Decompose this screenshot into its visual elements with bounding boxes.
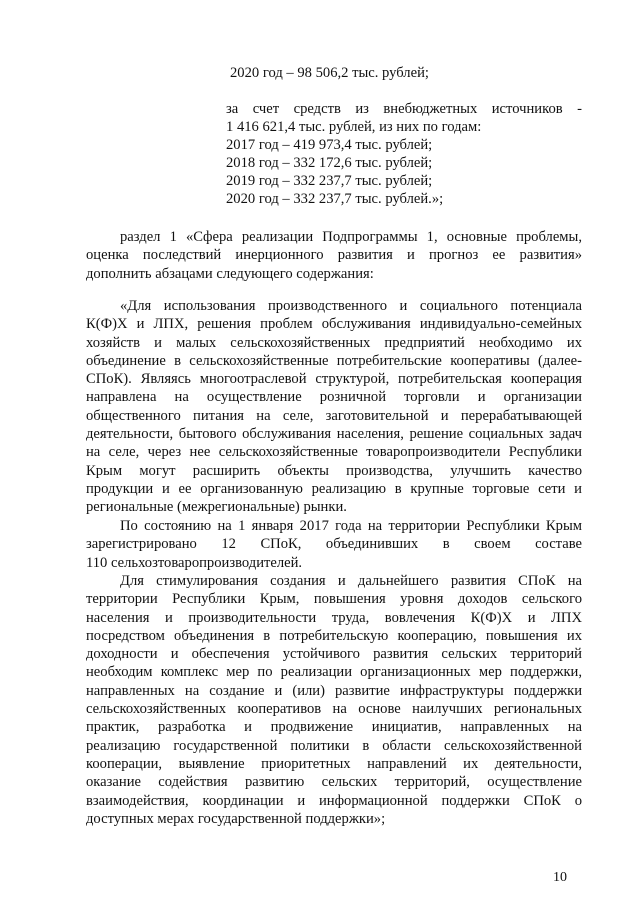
financing-year-line: 2019 год – 332 237,7 тыс. рублей; <box>226 173 433 189</box>
text-line: необходим комплекс мер по реализации организационных мер поддержки, <box>86 664 582 681</box>
text-line: дополнить абзацами следующего содержания: <box>86 265 374 282</box>
text-line: «Для использования производственного и социального потенциала <box>120 298 582 314</box>
text-line: Крым могут расширить объекты производства, улучшить качество <box>86 462 582 479</box>
paragraph-registration-status <box>86 517 582 572</box>
text-line: деятельности, бытового обслуживания населения, решение социальных задач <box>86 426 582 443</box>
text-line: взаимодействия, координации и информационной поддержки СПоК о <box>86 792 582 809</box>
text-line: доступных мерах государственной поддержки»; <box>86 810 386 827</box>
text-line: сельскохозяйственных кооперативов на основе наилучших региональных <box>86 701 582 718</box>
text-line: региональные (межрегиональные) рынки. <box>86 499 347 516</box>
text-line: По состоянию на 1 января 2017 года на территории Республики Крым <box>120 518 582 534</box>
text-line: практик, разработка и продвижение инициатив, направленных на <box>86 719 582 736</box>
text-line: хозяйств и малых сельскохозяйственных предприятий необходимо их <box>86 334 582 351</box>
paragraph-cooperatives-potential <box>86 297 582 517</box>
text-line: доходности и обеспечения устойчивого развития сельских территорий <box>86 646 582 663</box>
financing-extrabudget-line-1: за счет средств из внебюджетных источников - <box>226 101 582 117</box>
section-intro-paragraph <box>86 228 582 283</box>
text-line: направленных на создание и (или) развитие инфраструктуры поддержки <box>86 682 582 699</box>
text-line: населения и производительности труда, вовлечения К(Ф)Х и ЛПХ <box>86 609 582 626</box>
text-line: СПоК). Являясь многоотраслевой структурой, потребительская кооперация <box>86 371 582 388</box>
text-line: территории Республики Крым, повышения уровня доходов сельского <box>86 591 582 608</box>
financing-extrabudget-line-2: 1 416 621,4 тыс. рублей, из них по годам: <box>226 119 482 135</box>
text-line: 110 сельхозтоваропроизводителей. <box>86 554 303 571</box>
text-line: оценка последствий инерционного развития и прогноз ее развития» <box>86 247 582 264</box>
text-line: продукции и ее организованную реализацию в крупные торговые сети и <box>86 480 582 497</box>
text-line: посредством объединения в потребительскую кооперацию, повышения их <box>86 627 582 644</box>
paragraph-stimulation-measures <box>86 572 582 828</box>
text-line: реализацию государственной политики в области сельскохозяйственной <box>86 737 582 754</box>
text-line: направлена на осуществление розничной торговли и организации <box>86 389 582 406</box>
financing-year-line: 2018 год – 332 172,6 тыс. рублей; <box>226 155 433 171</box>
financing-year-line: 2020 год – 332 237,7 тыс. рублей.»; <box>226 191 444 207</box>
page-number: 10 <box>553 870 567 885</box>
text-line: зарегистрировано 12 СПоК, объединивших в своем составе <box>86 536 582 553</box>
financing-year-line: 2017 год – 419 973,4 тыс. рублей; <box>226 137 433 153</box>
financing-year-2020-line: 2020 год – 98 506,2 тыс. рублей; <box>230 65 429 81</box>
text-line: Для стимулирования создания и дальнейшего развития СПоК на <box>120 573 582 589</box>
text-line: объединение в сельскохозяйственные потребительские кооперативы (далее- <box>86 352 582 369</box>
text-line: К(Ф)Х и ЛПХ, решения проблем обслуживания индивидуально-семейных <box>86 316 582 333</box>
text-line: на селе, через нее сельскохозяйственные товаропроизводители Республики <box>86 444 582 461</box>
text-line: общественного питания на селе, заготовительной и перерабатывающей <box>86 407 582 424</box>
text-line: раздел 1 «Сфера реализации Подпрограммы 1, основные проблемы, <box>120 229 582 245</box>
text-line: оказание содействия развитию сельских территорий, осуществление <box>86 774 582 791</box>
text-line: кооперации, выявление приоритетных направлений их деятельности, <box>86 755 582 772</box>
